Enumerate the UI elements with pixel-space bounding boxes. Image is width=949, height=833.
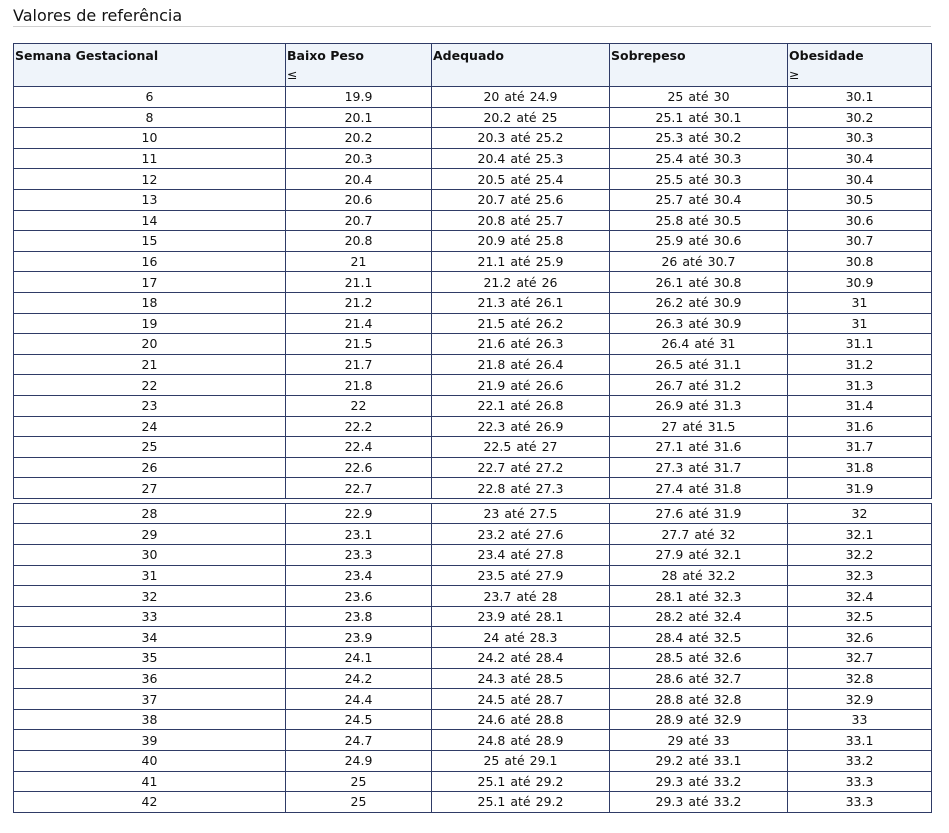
cell-adequado: 21.2 até 26 <box>432 272 610 293</box>
cell-sobrepeso: 26.1 até 30.8 <box>610 272 788 293</box>
table-row <box>14 292 932 313</box>
cell-sobrepeso: 28.2 até 32.4 <box>610 606 788 627</box>
cell-adequado: 25.1 até 29.2 <box>432 792 610 813</box>
cell-sobrepeso: 28.9 até 32.9 <box>610 709 788 730</box>
cell-obesidade: 32.8 <box>788 668 932 689</box>
cell-adequado: 22.1 até 26.8 <box>432 395 610 416</box>
table-row <box>14 210 932 231</box>
cell-adequado: 20.8 até 25.7 <box>432 210 610 231</box>
cell-obesidade: 30.5 <box>788 189 932 210</box>
cell-adequado: 21.8 até 26.4 <box>432 354 610 375</box>
cell-baixo-peso: 20.2 <box>286 128 432 149</box>
cell-adequado: 24.6 até 28.8 <box>432 709 610 730</box>
cell-adequado: 20.3 até 25.2 <box>432 128 610 149</box>
cell-obesidade: 33.1 <box>788 730 932 751</box>
cell-adequado: 25 até 29.1 <box>432 751 610 772</box>
cell-sobrepeso: 26.3 até 30.9 <box>610 313 788 334</box>
cell-sobrepeso: 28.6 até 32.7 <box>610 668 788 689</box>
cell-sobrepeso: 25.8 até 30.5 <box>610 210 788 231</box>
cell-obesidade: 31.2 <box>788 354 932 375</box>
table-row <box>14 354 932 375</box>
table-row <box>14 478 932 499</box>
cell-sobrepeso: 26.2 até 30.9 <box>610 292 788 313</box>
cell-baixo-peso: 20.3 <box>286 148 432 169</box>
cell-semana: 33 <box>14 606 286 627</box>
cell-sobrepeso: 29.3 até 33.2 <box>610 792 788 813</box>
cell-adequado: 21.3 até 26.1 <box>432 292 610 313</box>
table-row <box>14 545 932 566</box>
cell-sobrepeso: 25.4 até 30.3 <box>610 148 788 169</box>
cell-baixo-peso: 19.9 <box>286 87 432 108</box>
cell-obesidade: 32.9 <box>788 689 932 710</box>
cell-obesidade: 31.1 <box>788 334 932 355</box>
cell-baixo-peso: 24.2 <box>286 668 432 689</box>
cell-adequado: 20.7 até 25.6 <box>432 189 610 210</box>
cell-adequado: 24.5 até 28.7 <box>432 689 610 710</box>
cell-baixo-peso: 22.6 <box>286 457 432 478</box>
cell-obesidade: 31.3 <box>788 375 932 396</box>
cell-baixo-peso: 23.4 <box>286 565 432 586</box>
cell-obesidade: 30.1 <box>788 87 932 108</box>
cell-adequado: 20.9 até 25.8 <box>432 231 610 252</box>
less-equal-symbol: ≤ <box>287 67 298 82</box>
cell-obesidade: 31.7 <box>788 437 932 458</box>
cell-sobrepeso: 27.3 até 31.7 <box>610 457 788 478</box>
cell-obesidade: 32.4 <box>788 586 932 607</box>
cell-semana: 25 <box>14 437 286 458</box>
cell-baixo-peso: 22.4 <box>286 437 432 458</box>
cell-baixo-peso: 20.1 <box>286 107 432 128</box>
greater-equal-symbol: ≥ <box>789 67 800 82</box>
cell-semana: 23 <box>14 395 286 416</box>
cell-semana: 36 <box>14 668 286 689</box>
cell-obesidade: 30.8 <box>788 251 932 272</box>
cell-semana: 39 <box>14 730 286 751</box>
cell-semana: 34 <box>14 627 286 648</box>
table-row <box>14 437 932 458</box>
cell-sobrepeso: 28.8 até 32.8 <box>610 689 788 710</box>
cell-semana: 8 <box>14 107 286 128</box>
cell-adequado: 25.1 até 29.2 <box>432 771 610 792</box>
table-row <box>14 524 932 545</box>
cell-baixo-peso: 24.5 <box>286 709 432 730</box>
table-row <box>14 586 932 607</box>
table-row <box>14 503 932 524</box>
cell-sobrepeso: 27.4 até 31.8 <box>610 478 788 499</box>
cell-adequado: 20.4 até 25.3 <box>432 148 610 169</box>
cell-obesidade: 30.7 <box>788 231 932 252</box>
table-row <box>14 128 932 149</box>
cell-sobrepeso: 29 até 33 <box>610 730 788 751</box>
cell-baixo-peso: 23.6 <box>286 586 432 607</box>
cell-baixo-peso: 22 <box>286 395 432 416</box>
table-row <box>14 648 932 669</box>
cell-semana: 35 <box>14 648 286 669</box>
cell-semana: 42 <box>14 792 286 813</box>
cell-baixo-peso: 24.9 <box>286 751 432 772</box>
title-divider <box>13 26 931 27</box>
cell-baixo-peso: 23.8 <box>286 606 432 627</box>
cell-adequado: 21.6 até 26.3 <box>432 334 610 355</box>
cell-semana: 11 <box>14 148 286 169</box>
table-row <box>14 627 932 648</box>
cell-sobrepeso: 25.5 até 30.3 <box>610 169 788 190</box>
cell-adequado: 23.2 até 27.6 <box>432 524 610 545</box>
cell-semana: 20 <box>14 334 286 355</box>
cell-sobrepeso: 25.3 até 30.2 <box>610 128 788 149</box>
cell-semana: 6 <box>14 87 286 108</box>
cell-sobrepeso: 25 até 30 <box>610 87 788 108</box>
cell-obesidade: 33.3 <box>788 771 932 792</box>
cell-obesidade: 30.4 <box>788 148 932 169</box>
cell-baixo-peso: 21.4 <box>286 313 432 334</box>
cell-semana: 22 <box>14 375 286 396</box>
cell-baixo-peso: 24.7 <box>286 730 432 751</box>
cell-obesidade: 32 <box>788 503 932 524</box>
cell-baixo-peso: 20.4 <box>286 169 432 190</box>
cell-obesidade: 30.9 <box>788 272 932 293</box>
cell-obesidade: 32.6 <box>788 627 932 648</box>
cell-obesidade: 31.8 <box>788 457 932 478</box>
cell-obesidade: 32.3 <box>788 565 932 586</box>
cell-baixo-peso: 22.9 <box>286 503 432 524</box>
cell-sobrepeso: 26.9 até 31.3 <box>610 395 788 416</box>
cell-semana: 16 <box>14 251 286 272</box>
cell-obesidade: 32.7 <box>788 648 932 669</box>
table-row <box>14 313 932 334</box>
cell-adequado: 21.5 até 26.2 <box>432 313 610 334</box>
cell-semana: 40 <box>14 751 286 772</box>
cell-semana: 28 <box>14 503 286 524</box>
cell-adequado: 23 até 27.5 <box>432 503 610 524</box>
cell-adequado: 22.5 até 27 <box>432 437 610 458</box>
cell-baixo-peso: 22.7 <box>286 478 432 499</box>
cell-semana: 17 <box>14 272 286 293</box>
cell-adequado: 24.8 até 28.9 <box>432 730 610 751</box>
cell-semana: 26 <box>14 457 286 478</box>
cell-semana: 41 <box>14 771 286 792</box>
cell-semana: 12 <box>14 169 286 190</box>
cell-adequado: 20.5 até 25.4 <box>432 169 610 190</box>
cell-obesidade: 32.1 <box>788 524 932 545</box>
table-row <box>14 751 932 772</box>
cell-semana: 30 <box>14 545 286 566</box>
table-header-row <box>14 44 932 87</box>
table-row <box>14 375 932 396</box>
cell-sobrepeso: 27 até 31.5 <box>610 416 788 437</box>
cell-semana: 38 <box>14 709 286 730</box>
cell-baixo-peso: 23.9 <box>286 627 432 648</box>
table-row <box>14 334 932 355</box>
cell-semana: 19 <box>14 313 286 334</box>
cell-sobrepeso: 25.9 até 30.6 <box>610 231 788 252</box>
cell-semana: 14 <box>14 210 286 231</box>
cell-sobrepeso: 28.5 até 32.6 <box>610 648 788 669</box>
cell-obesidade: 31 <box>788 292 932 313</box>
cell-sobrepeso: 27.9 até 32.1 <box>610 545 788 566</box>
cell-sobrepeso: 26 até 30.7 <box>610 251 788 272</box>
cell-baixo-peso: 20.6 <box>286 189 432 210</box>
cell-adequado: 20 até 24.9 <box>432 87 610 108</box>
table-row <box>14 87 932 108</box>
cell-sobrepeso: 27.6 até 31.9 <box>610 503 788 524</box>
cell-adequado: 21.1 até 25.9 <box>432 251 610 272</box>
cell-semana: 32 <box>14 586 286 607</box>
cell-sobrepeso: 28.1 até 32.3 <box>610 586 788 607</box>
table-body <box>14 87 932 813</box>
cell-semana: 31 <box>14 565 286 586</box>
cell-baixo-peso: 23.1 <box>286 524 432 545</box>
cell-obesidade: 31.4 <box>788 395 932 416</box>
cell-baixo-peso: 22.2 <box>286 416 432 437</box>
cell-obesidade: 33.3 <box>788 792 932 813</box>
cell-sobrepeso: 29.2 até 33.1 <box>610 751 788 772</box>
cell-obesidade: 31.9 <box>788 478 932 499</box>
cell-adequado: 22.7 até 27.2 <box>432 457 610 478</box>
cell-sobrepeso: 28 até 32.2 <box>610 565 788 586</box>
header-adequado: Adequado <box>432 44 610 87</box>
table-row <box>14 565 932 586</box>
cell-adequado: 24.3 até 28.5 <box>432 668 610 689</box>
table-row <box>14 107 932 128</box>
cell-adequado: 23.4 até 27.8 <box>432 545 610 566</box>
table-row <box>14 189 932 210</box>
cell-semana: 18 <box>14 292 286 313</box>
cell-obesidade: 32.5 <box>788 606 932 627</box>
cell-sobrepeso: 27.7 até 32 <box>610 524 788 545</box>
table-row <box>14 457 932 478</box>
table-row <box>14 169 932 190</box>
table-row <box>14 606 932 627</box>
cell-semana: 15 <box>14 231 286 252</box>
cell-semana: 13 <box>14 189 286 210</box>
cell-adequado: 23.7 até 28 <box>432 586 610 607</box>
cell-sobrepeso: 26.4 até 31 <box>610 334 788 355</box>
reference-table <box>13 43 932 813</box>
table-row <box>14 730 932 751</box>
cell-adequado: 23.9 até 28.1 <box>432 606 610 627</box>
cell-sobrepeso: 25.7 até 30.4 <box>610 189 788 210</box>
cell-semana: 27 <box>14 478 286 499</box>
cell-obesidade: 30.2 <box>788 107 932 128</box>
cell-baixo-peso: 21.1 <box>286 272 432 293</box>
cell-baixo-peso: 21.5 <box>286 334 432 355</box>
cell-obesidade: 33 <box>788 709 932 730</box>
cell-semana: 10 <box>14 128 286 149</box>
cell-baixo-peso: 25 <box>286 771 432 792</box>
table-row <box>14 792 932 813</box>
cell-sobrepeso: 25.1 até 30.1 <box>610 107 788 128</box>
page-title: Valores de referência <box>13 6 183 25</box>
cell-semana: 37 <box>14 689 286 710</box>
cell-obesidade: 32.2 <box>788 545 932 566</box>
table-row <box>14 272 932 293</box>
cell-baixo-peso: 23.3 <box>286 545 432 566</box>
header-baixo-peso: Baixo Peso ≤ <box>286 44 432 87</box>
cell-obesidade: 30.4 <box>788 169 932 190</box>
table-row <box>14 395 932 416</box>
cell-semana: 24 <box>14 416 286 437</box>
table-row <box>14 771 932 792</box>
cell-adequado: 22.3 até 26.9 <box>432 416 610 437</box>
cell-sobrepeso: 28.4 até 32.5 <box>610 627 788 648</box>
cell-baixo-peso: 21.7 <box>286 354 432 375</box>
cell-baixo-peso: 20.7 <box>286 210 432 231</box>
table-row <box>14 231 932 252</box>
cell-baixo-peso: 21.8 <box>286 375 432 396</box>
table-row <box>14 709 932 730</box>
cell-adequado: 24 até 28.3 <box>432 627 610 648</box>
cell-baixo-peso: 21 <box>286 251 432 272</box>
cell-semana: 21 <box>14 354 286 375</box>
cell-baixo-peso: 25 <box>286 792 432 813</box>
table-row <box>14 416 932 437</box>
cell-sobrepeso: 26.7 até 31.2 <box>610 375 788 396</box>
cell-semana: 29 <box>14 524 286 545</box>
table-row <box>14 668 932 689</box>
cell-adequado: 24.2 até 28.4 <box>432 648 610 669</box>
cell-sobrepeso: 26.5 até 31.1 <box>610 354 788 375</box>
cell-sobrepeso: 27.1 até 31.6 <box>610 437 788 458</box>
cell-adequado: 21.9 até 26.6 <box>432 375 610 396</box>
cell-baixo-peso: 24.1 <box>286 648 432 669</box>
table-row <box>14 689 932 710</box>
cell-adequado: 23.5 até 27.9 <box>432 565 610 586</box>
cell-obesidade: 33.2 <box>788 751 932 772</box>
cell-obesidade: 31.6 <box>788 416 932 437</box>
cell-baixo-peso: 21.2 <box>286 292 432 313</box>
header-sobrepeso: Sobrepeso <box>610 44 788 87</box>
cell-baixo-peso: 20.8 <box>286 231 432 252</box>
cell-adequado: 22.8 até 27.3 <box>432 478 610 499</box>
header-obesidade: Obesidade ≥ <box>788 44 932 87</box>
cell-obesidade: 30.6 <box>788 210 932 231</box>
cell-sobrepeso: 29.3 até 33.2 <box>610 771 788 792</box>
cell-obesidade: 30.3 <box>788 128 932 149</box>
table-row <box>14 251 932 272</box>
table-row <box>14 148 932 169</box>
cell-obesidade: 31 <box>788 313 932 334</box>
header-semana: Semana Gestacional <box>14 44 286 87</box>
cell-adequado: 20.2 até 25 <box>432 107 610 128</box>
cell-baixo-peso: 24.4 <box>286 689 432 710</box>
